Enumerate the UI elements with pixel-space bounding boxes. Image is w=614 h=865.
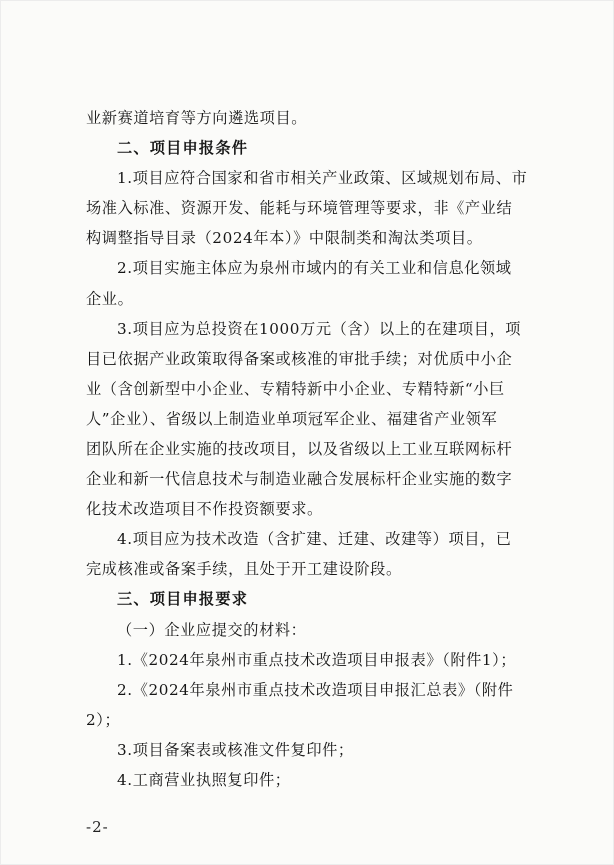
text-line: 化技术改造项目不作投资额要求。: [86, 500, 323, 518]
text-line: 场准入标准、资源开发、能耗与环境管理等要求，非《产业结: [86, 199, 513, 217]
text-line: 3.项目应为总投资在1000万元（含）以上的在建项目，项: [117, 320, 522, 338]
text-line: 4.项目应为技术改造（含扩建、迁建、改建等）项目，已: [117, 530, 512, 548]
text-line: （一）企业应提交的材料：: [117, 621, 307, 639]
text-line: 4.工商营业执照复印件；: [117, 771, 291, 789]
text-line: 2.项目实施主体应为泉州市域内的有关工业和信息化领域: [117, 259, 512, 277]
text-line: 构调整指导目录（2024年本）》中限制类和淘汰类项目。: [86, 229, 483, 247]
text-line: 1.《2024年泉州市重点技术改造项目申报表》（附件1）；: [117, 651, 517, 669]
text-line: 业（含创新型中小企业、专精特新中小企业、专精特新“小巨: [86, 380, 505, 398]
text-line: 企业和新一代信息技术与制造业融合发展标杆企业实施的数字: [86, 470, 513, 488]
text-line: 业新赛道培育等方向遴选项目。: [86, 109, 308, 127]
text-line: 2）；: [86, 711, 121, 729]
text-line: 团队所在企业实施的技改项目，以及省级以上工业互联网标杆: [86, 440, 513, 458]
section-heading: 三、项目申报要求: [117, 590, 249, 608]
text-line: 3.项目备案表或核准文件复印件；: [117, 741, 354, 759]
page-number: -2-: [86, 818, 109, 836]
text-line: 1.项目应符合国家和省市相关产业政策、区域规划布局、市: [117, 169, 528, 187]
text-line: 目已依据产业政策取得备案或核准的审批手续；对优质中小企: [86, 350, 513, 368]
text-line: 企业。: [86, 290, 134, 308]
section-heading: 二、项目申报条件: [117, 139, 249, 157]
text-line: 2.《2024年泉州市重点技术改造项目申报汇总表》（附件: [117, 681, 514, 699]
text-line: 完成核准或备案手续，且处于开工建设阶段。: [86, 560, 402, 578]
text-line: 人”企业）、省级以上制造业单项冠军企业、福建省产业领军: [86, 410, 498, 428]
